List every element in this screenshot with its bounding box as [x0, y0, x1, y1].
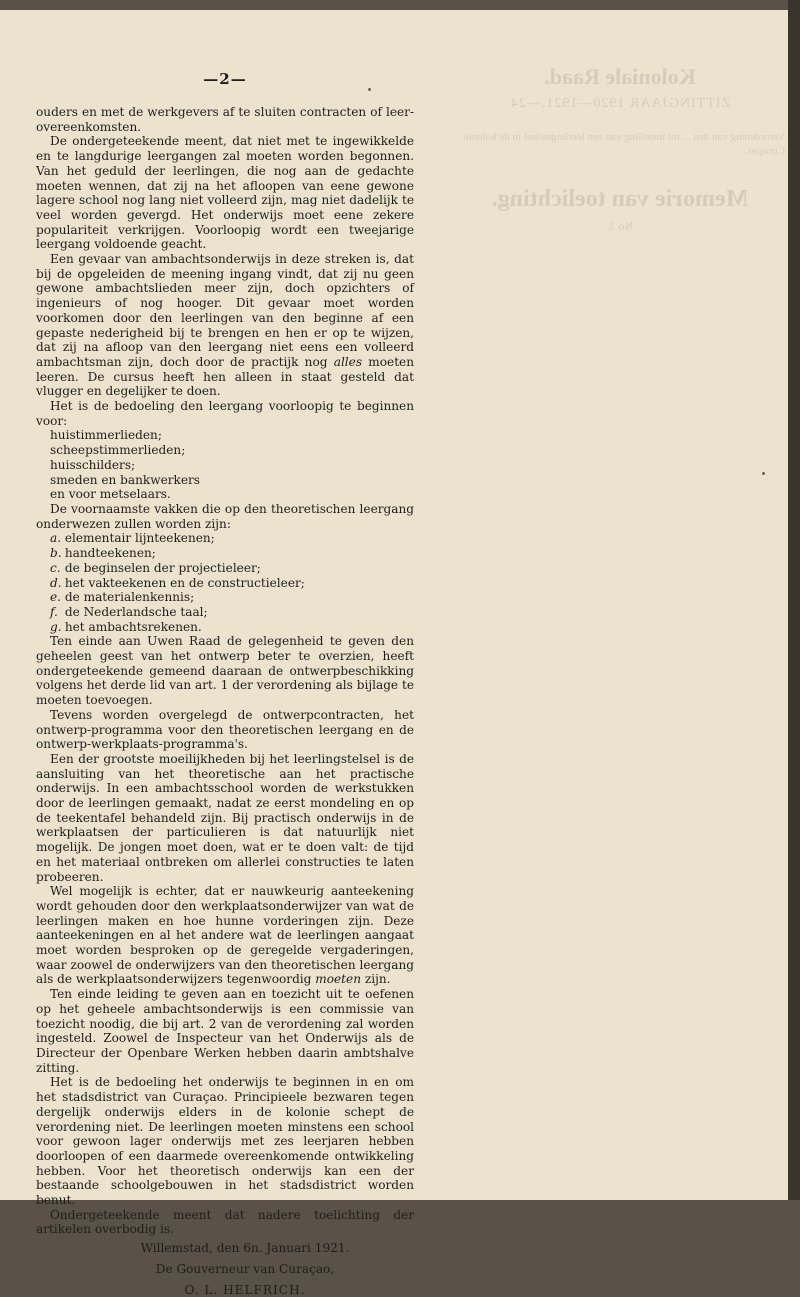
paragraph: Een gevaar van ambachtsonderwijs in deze streken is, dat bij de opgeleiden de meening ingang vindt, dat zij nu geen gewone ambachtslieden meer zijn, doch opzichters of ingenieurs of nog hooger. Dit gevaar moet worden voorkomen door den leerlingen van den beginne af een gepaste nederigheid bij te brengen en hen er op te wijzen, dat zij na afloop van den leergang niet eens een volleerd ambachtsman zijn, doch door de practijk nog alles moeten leeren. De cursus heeft hen alleen in staat gesteld dat vlugger en degelijker te doen. [36, 252, 414, 399]
paragraph: De voornaamste vakken die op den theoretischen leergang onderwezen zullen worden zijn: [36, 501, 414, 531]
paragraph: ouders en met de werkgevers af te sluiten contracten of leer-overeenkomsten. [36, 105, 414, 134]
list-item: e. de materialenkennis; [50, 590, 195, 605]
paragraph: Wel mogelijk is echter, dat er nauwkeurig aanteekening wordt gehouden door den werkplaatsonderwijzer van wat de leerlingen maken en hoe hunne vorderingen zijn. Deze aanteekeningen en al het andere wat de leerlingen aangaat moet worden besproken op de geregelde vergaderingen, waar zoowel de onderwijzers van den theoretischen leergang als de werkplaatsonderwijzers tegenwoordig moeten zijn. [36, 884, 414, 987]
bleed-through-text: Koloniale Raad. ZITTINGJAAR 1920—1921.—24 Verordening van den ... tot instelling van een leerlingstelsel in de kolonie Curaçao. Memorie van toelichting. No 3. [463, 64, 785, 233]
list-item: g. het ambachtsrekenen. [50, 619, 202, 634]
page-edge-shadow [788, 0, 800, 1200]
subjects-list [36, 531, 414, 634]
list-item: b. handteekenen; [50, 546, 156, 561]
list-item: c. de beginselen der projectieleer; [50, 560, 261, 575]
trades-list [36, 428, 414, 502]
paragraph: Ondergeteekende meent dat nadere toelichting der artikelen overbodig is. [36, 1207, 414, 1237]
list-item: en voor metselaars. [50, 487, 171, 502]
list-item: huistimmerlieden; [50, 428, 162, 443]
paragraph: Ten einde leiding te geven aan en toezicht uit te oefenen op het geheele ambachtsonderwijs is een commissie van toezicht noodig, die bij art. 2 van de verordening zal worden ingesteld. Zoowel de Inspecteur van het Onderwijs als de Directeur der Openbare Werken hebben daarin ambtshalve zitting. [36, 987, 414, 1075]
list-item: f. de Nederlandsche taal; [50, 604, 208, 619]
paper-speck [762, 472, 765, 475]
signature-date: Willemstad, den 6n. Januari 1921. [140, 1241, 350, 1256]
paragraph: Een der grootste moeilijkheden bij het leerlingstelsel is de aansluiting van het theoretische aan het practische onderwijs. In een ambachtsschool worden de werkstukken door de leerlingen gemaakt, nadat ze eerst mondeling en op de teekentafel behandeld zijn. Bij practisch onderwijs in de werkplaatsen der particulieren is dat natuurlijk niet mogelijk. De jongen moet doen, wat er te doen valt: de tijd en het materiaal ontbreken om allerlei constructies te laten probeeren. [36, 751, 414, 884]
paragraph: Het is de bedoeling den leergang voorloopig te beginnen voor: [36, 399, 414, 428]
list-item: a. elementair lijnteekenen; [50, 531, 215, 546]
list-item: smeden en bankwerkers [50, 472, 200, 487]
paragraph: Tevens worden overgelegd de ontwerpcontracten, het ontwerp-programma voor den theoretischen leergang en de ontwerp-werkplaats-programma's. [36, 707, 414, 752]
signature-title: De Gouverneur van Curaçao, [155, 1261, 335, 1276]
list-item: scheepstimmerlieden; [50, 443, 186, 458]
paragraph: De ondergeteekende meent, dat niet met te ingewikkelde en te langdurige leergangen zal moeten worden begonnen. Van het geduld der leerlingen, die nog aan de gedachte moeten wennen, dat zij na het afloopen van eene gewone lagere school nog lang niet volleerd zijn, mag niet dadelijk te veel worden gevergd. Het onderwijs moet eene zekere populariteit verkrijgen. Voorloopig wordt een tweejarige leergang voldoende geacht. [36, 134, 414, 252]
document-page [0, 10, 788, 1297]
letter-body [36, 105, 414, 1297]
page-number: —2— [203, 70, 247, 88]
signature-name: O. L. HELFRICH. [184, 1282, 306, 1297]
list-item: huisschilders; [50, 457, 136, 472]
list-item: d. het vakteekenen en de constructieleer; [50, 575, 305, 590]
paragraph: Ten einde aan Uwen Raad de gelegenheid te geven den geheelen geest van het ontwerp beter te overzien, heeft ondergeteekende gemeend daaraan de ontwerpbeschikking volgens het derde lid van art. 1 der verordening als bijlage te moeten toevoegen. [36, 634, 414, 708]
paragraph: Het is de bedoeling het onderwijs te beginnen in en om het stadsdistrict van Curaçao. Principieele bezwaren tegen dergelijk onderwijs elders in de kolonie schept de verordening niet. De leerlingen moeten minstens een school voor gewoon lager onderwijs met zes leerjaren hebben doorloopen of een daarmede overeenkomende ontwikkeling hebben. Voor het theoretisch onderwijs kan een der bestaande schoolgebouwen in het stadsdistrict worden benut. [36, 1075, 414, 1208]
paper-speck [368, 88, 371, 91]
